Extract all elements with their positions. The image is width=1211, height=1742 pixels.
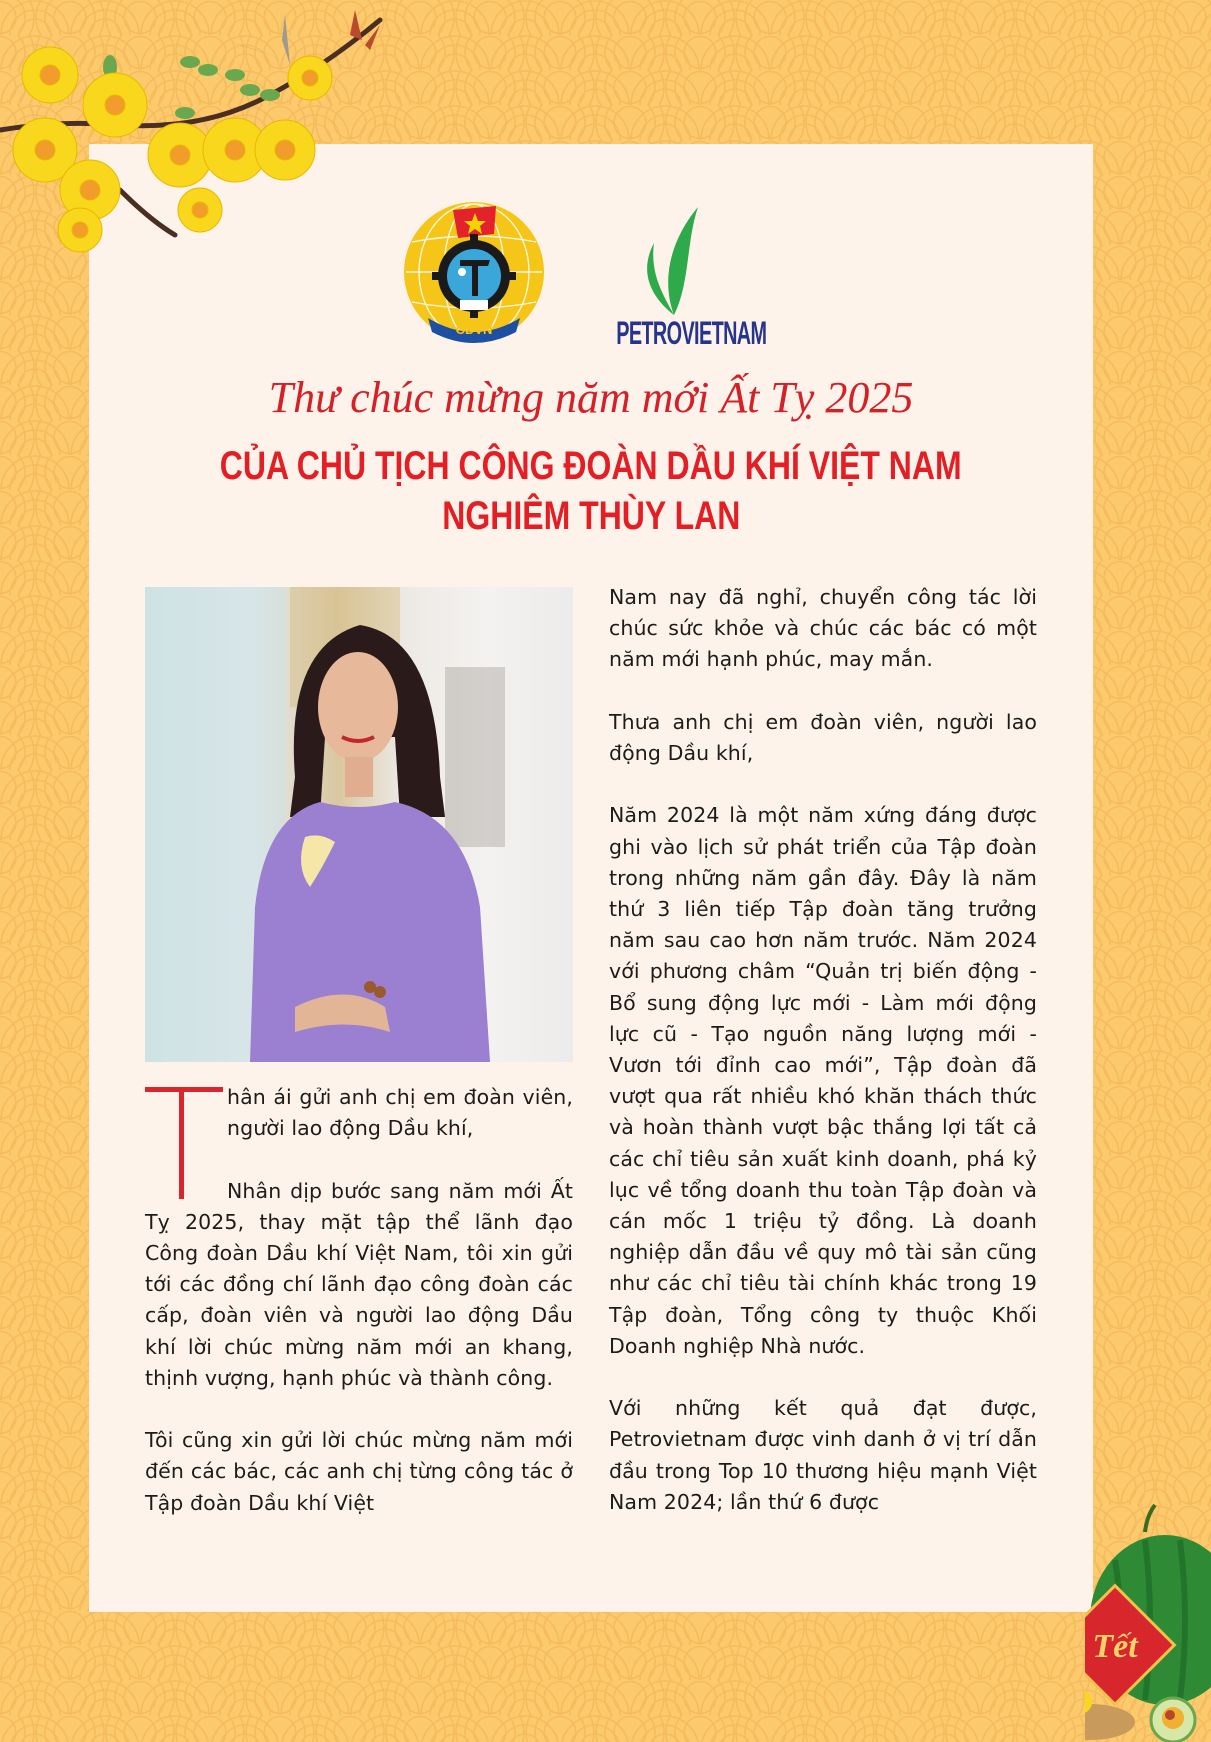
apricot-blossom-icon <box>0 0 400 270</box>
watermelon-tet-icon <box>1085 1460 1211 1742</box>
paragraph: Nhân dịp bước sang năm mới Ất Tỵ 2025, thay mặt tập thể lãnh đạo Công đoàn Dầu khí Việt Nam, tôi xin gửi tới các đồng chí lãnh đạo công đoàn các cấp, đoàn viên và người lao động Dầu khí lời chúc mừng năm mới an khang, thịnh vượng, hạnh phúc và thành công. <box>145 1178 573 1390</box>
paragraph: Tôi cũng xin gửi lời chúc mừng năm mới đến các bác, các anh chị từng công tác ở Tập đoàn Dầu khí Việt <box>145 1428 573 1515</box>
paragraph: Nam nay đã nghỉ, chuyển công tác lời chúc sức khỏe và chúc các bác có một năm mới hạnh phúc, may mắn. <box>609 585 1037 672</box>
paragraph: Năm 2024 là một năm xứng đáng được ghi vào lịch sử phát triển của Tập đoàn trong những năm gần đây. Đây là năm thứ 3 liên tiếp Tập đoàn tăng trưởng năm sau cao hơn năm trước. Năm 2024 với phương châm “Quản trị biến động - Bổ sung động lực mới - Làm mới động lực cũ - Tạo nguồn năng lượng mới - Vươn tới đỉnh cao mới”, Tập đoàn đã vượt qua rất nhiều khó khăn thách thức và hoàn thành vượt bậc thắng lợi tất cả các chỉ tiêu sản xuất kinh doanh, phá kỷ lục về tổng doanh thu toàn Tập đoàn và cán mốc 1 triệu tỷ đồng. Là doanh nghiệp dẫn đầu về quy mô tài sản cũng như các chỉ tiêu tài chính khác trong 19 Tập đoàn, Tổng công ty thuộc Khối Doanh nghiệp Nhà nước. <box>609 803 1037 1358</box>
headline-line-2: NGHIÊM THÙY LAN <box>441 494 741 538</box>
petrovietnam-logo <box>582 203 767 351</box>
drop-cap <box>145 1082 227 1202</box>
headline-line-1: CỦA CHỦ TỊCH CÔNG ĐOÀN DẦU KHÍ VIỆT NAM <box>220 444 962 488</box>
svg-text:Tết: Tết <box>1092 1628 1138 1665</box>
paragraph: Thưa anh chị em đoàn viên, người lao động Dầu khí, <box>609 709 1037 765</box>
paragraph: Với những kết quả đạt được, Petrovietnam được vinh danh ở vị trí dẫn đầu trong Top 10 thương hiệu mạnh Việt Nam 2024; lần thứ 6 được <box>609 1396 1037 1514</box>
portrait-photo <box>145 587 573 1062</box>
leaf-icon <box>582 203 762 318</box>
paragraph: hân ái gửi anh chị em đoàn viên, người lao động Dầu khí, <box>227 1085 573 1141</box>
svg-text:CĐVN: CĐVN <box>455 322 493 337</box>
letter-body-left <box>145 1082 573 1550</box>
script-title: Thư chúc mừng năm mới Ất Tỵ 2025 <box>268 373 914 422</box>
letter-body-right <box>609 582 1037 1549</box>
petrovietnam-wordmark: PETROVIETNAM <box>616 315 767 351</box>
union-logo <box>398 200 552 348</box>
